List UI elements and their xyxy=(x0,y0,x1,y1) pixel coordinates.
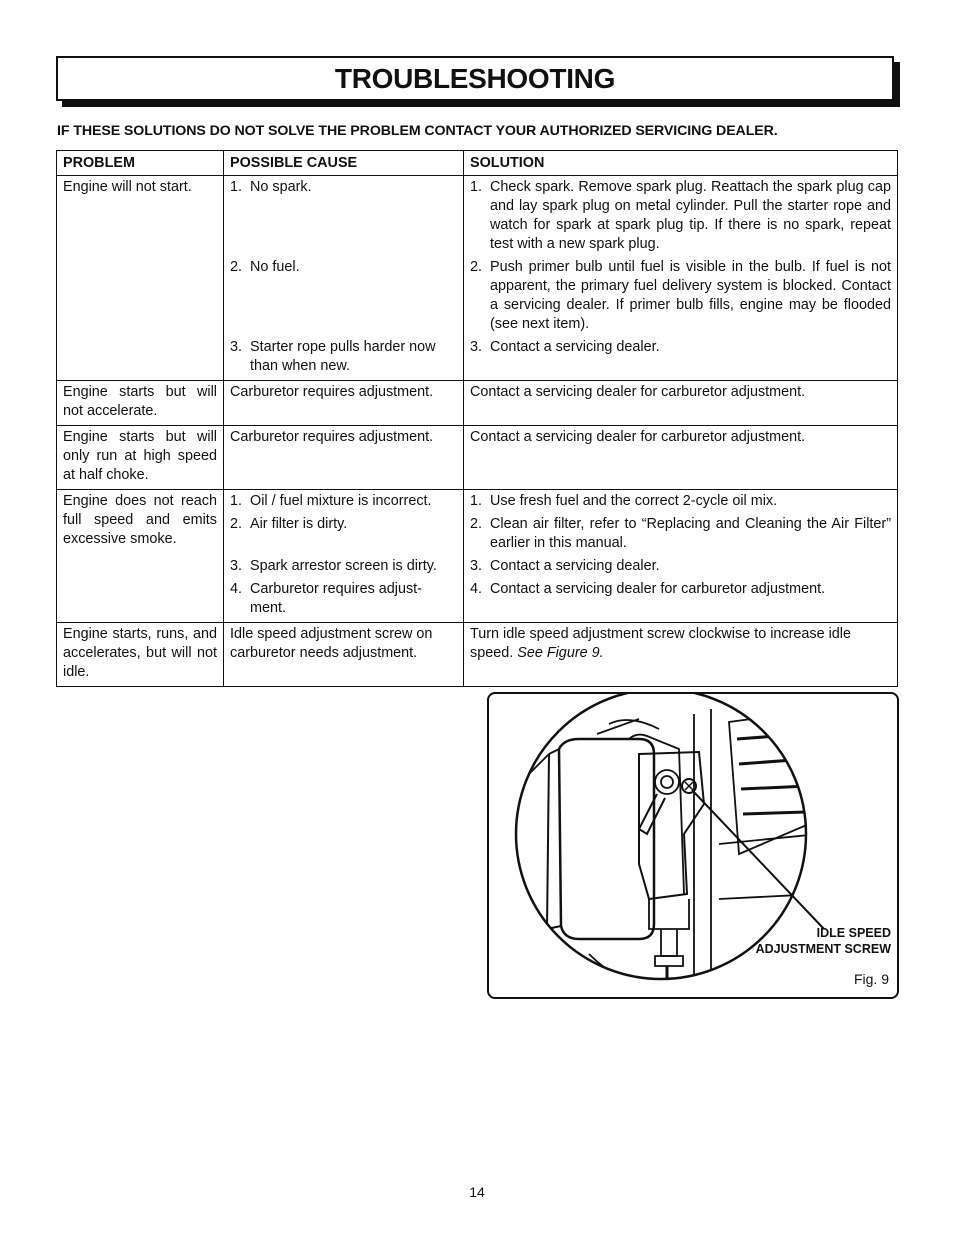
cause-cell xyxy=(224,176,464,381)
dealer-notice: IF THESE SOLUTIONS DO NOT SOLVE THE PROBLEM CONTACT YOUR AUTHORIZED SERVICING DEALER. xyxy=(57,123,778,139)
solution-cell xyxy=(464,490,898,623)
problem-cell: Engine does not reach full speed and emits excessive smoke. xyxy=(57,490,224,623)
list-item: 2. Push primer bulb until fuel is visible in the bulb. If fuel is not apparent, the primary fuel delivery system is blocked. Contact a servicing dealer. If primer bulb fills, engine may be flooded (see next item). xyxy=(470,259,891,332)
cause-cell xyxy=(224,490,464,623)
table-row xyxy=(57,490,898,623)
page-title: TROUBLESHOOTING xyxy=(334,62,616,94)
figure-label: Fig. 9 xyxy=(853,971,889,987)
list-item: 3. Starter rope pulls harder now than when new. xyxy=(230,339,436,374)
cause-cell: Carburetor requires adjustment. xyxy=(224,426,464,490)
list-item: 2. No fuel. xyxy=(230,259,300,275)
cause-cell: Idle speed adjustment screw on carburetor needs adjustment. xyxy=(224,623,464,687)
page-number: 14 xyxy=(469,1184,485,1200)
problem-cell: Engine starts but will not accelerate. xyxy=(57,381,224,426)
header-problem: PROBLEM xyxy=(57,151,224,176)
table-row xyxy=(57,381,898,426)
list-item: 3. Contact a servicing dealer. xyxy=(470,339,660,355)
troubleshooting-table xyxy=(56,150,898,687)
table-row xyxy=(57,623,898,687)
list-item: 2. Air filter is dirty. xyxy=(230,516,348,532)
solution-cell xyxy=(464,176,898,381)
list-item: 1. Use fresh fuel and the correct 2-cycle oil mix. xyxy=(470,493,778,509)
problem-cell: Engine will not start. xyxy=(57,176,224,381)
idle-speed-callout: IDLE SPEED ADJUSTMENT SCREW xyxy=(755,926,891,956)
list-item: 3. Contact a servicing dealer. xyxy=(470,558,660,574)
list-item: 4. Carburetor requires adjust-ment. xyxy=(230,581,422,616)
solution-cell: Turn idle speed adjustment screw clockwise to increase idle speed. See Figure 9. xyxy=(464,623,898,687)
header-solution: SOLUTION xyxy=(464,151,898,176)
figure-reference: See Figure 9. xyxy=(517,645,604,661)
list-item: 1. No spark. xyxy=(230,179,312,195)
list-item: 3. Spark arrestor screen is dirty. xyxy=(230,558,437,574)
title-box xyxy=(56,56,894,101)
solution-cell: Contact a servicing dealer for carburetor adjustment. xyxy=(464,426,898,490)
solution-cell: Contact a servicing dealer for carburetor adjustment. xyxy=(464,381,898,426)
list-item: 2. Clean air filter, refer to “Replacing and Cleaning the Air Filter” earlier in this manual. xyxy=(470,516,891,551)
list-item: 1. Check spark. Remove spark plug. Reattach the spark plug cap and lay spark plug on metal cylinder. Pull the starter rope and watch for spark at spark plug tip. If there is no spark, repeat test with a new spark plug. xyxy=(470,179,891,252)
figure-9-panel xyxy=(487,692,899,999)
table-header-row xyxy=(57,151,898,176)
problem-cell: Engine starts but will only run at high speed at half choke. xyxy=(57,426,224,490)
table-row xyxy=(57,176,898,381)
table-row xyxy=(57,426,898,490)
header-cause: POSSIBLE CAUSE xyxy=(224,151,464,176)
list-item: 1. Oil / fuel mixture is incorrect. xyxy=(230,493,432,509)
cause-cell: Carburetor requires adjustment. xyxy=(224,381,464,426)
list-item: 4. Contact a servicing dealer for carburetor adjustment. xyxy=(470,581,826,597)
problem-cell: Engine starts, runs, and accelerates, but will not idle. xyxy=(57,623,224,687)
